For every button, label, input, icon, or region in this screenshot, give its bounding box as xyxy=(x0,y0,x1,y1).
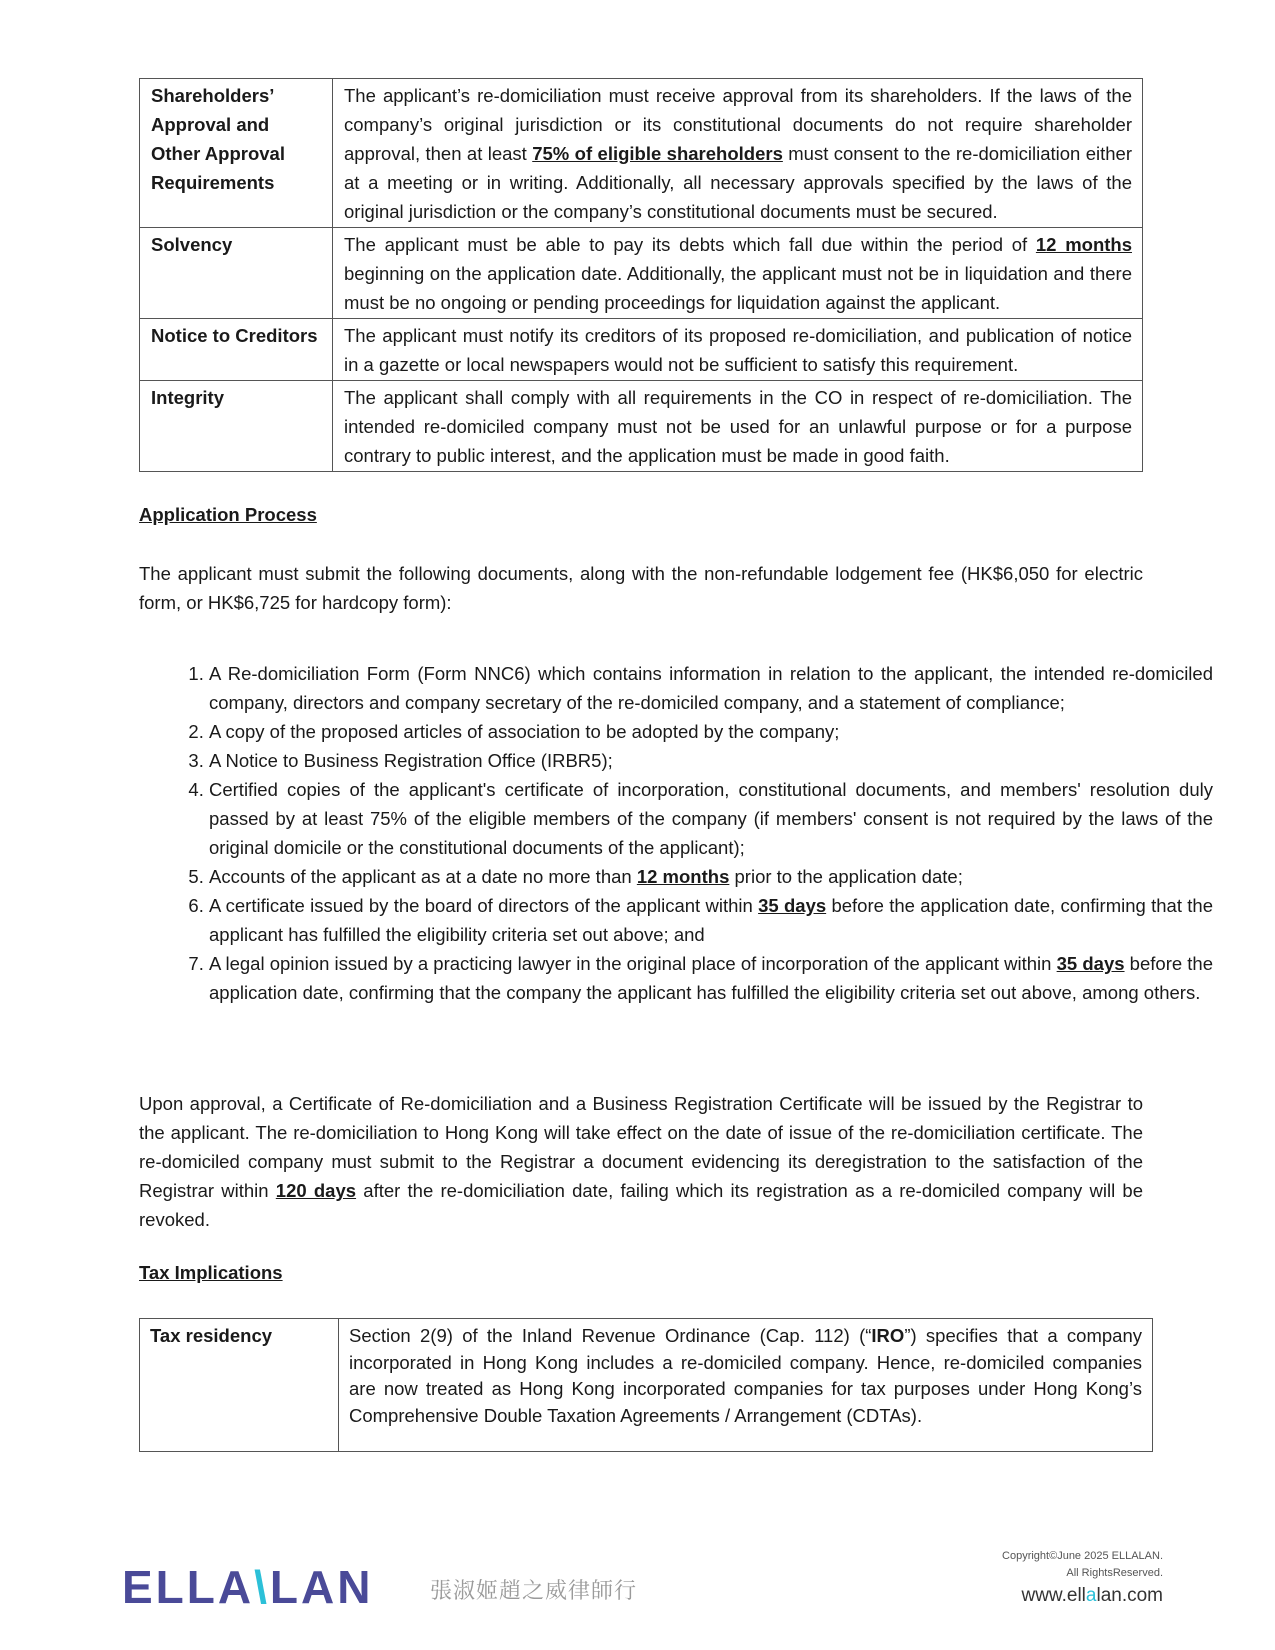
text-segment: prior to the application date; xyxy=(729,866,963,887)
intro-paragraph: The applicant must submit the following documents, along with the non-refundable lodgement fee (HK$6,050 for electric form, or HK$6,725 for hardcopy form): xyxy=(139,563,1143,613)
requirements-table xyxy=(139,78,1143,472)
website-text: www.ell xyxy=(1021,1585,1086,1606)
list-item: 2. A copy of the proposed articles of association to be adopted by the company; xyxy=(209,717,1213,746)
table-row xyxy=(140,319,1143,381)
text-segment: The applicant must be able to pay its debts which fall due within the period of xyxy=(344,234,1036,255)
row-text: The applicant must notify its creditors of its proposed re-domiciliation, and publication of notice in a gazette or local newspapers would not be sufficient to satisfy this requirement. xyxy=(333,319,1143,381)
emphasis: 35 days xyxy=(758,895,827,916)
website-accent: a xyxy=(1085,1585,1097,1606)
website-link[interactable] xyxy=(1021,1585,1163,1607)
table-row xyxy=(140,1319,1153,1452)
copyright-notice xyxy=(1002,1548,1163,1582)
text-segment: before the application date, confirming that the company the applicant has fulfilled the eligibility criteria set out above, among others. xyxy=(209,953,1214,1003)
list-item: 4. Certified copies of the applicant's certificate of incorporation, constitutional documents, and members' resolution duly passed by at least 75% of the eligible members of the company (if members' consent is not required by the laws of the original domicile or the constitutional documents of the applicant); xyxy=(209,775,1213,862)
text-segment: beginning on the application date. Additionally, the applicant must not be in liquidation and there must be no ongoing or pending proceedings for liquidation against the applicant. xyxy=(344,263,1132,313)
tax-table xyxy=(139,1318,1153,1452)
row-label: Solvency xyxy=(140,228,333,319)
text-segment: Section 2(9) of the Inland Revenue Ordinance (Cap. 112) (“ xyxy=(349,1325,872,1346)
copyright-line: Copyright©June 2025 ELLALAN. xyxy=(1002,1550,1163,1562)
emphasis: IRO xyxy=(871,1325,905,1346)
row-text xyxy=(339,1319,1153,1452)
emphasis: 35 days xyxy=(1056,953,1125,974)
list-item xyxy=(209,949,1213,1007)
text-segment: must consent to the re-domiciliation either at a meeting or in writing. Additionally, all necessary approvals specified by the laws of the original jurisdiction or the company’s constitutional documents must be secured. xyxy=(344,143,1132,222)
documents-list xyxy=(139,659,1213,1007)
text-segment: A legal opinion issued by a practicing lawyer in the original place of incorporation of the applicant within xyxy=(209,953,1057,974)
emphasis: 75% of eligible shareholders xyxy=(532,143,783,164)
list-item: 3. A Notice to Business Registration Office (IRBR5); xyxy=(209,746,1213,775)
row-label: Shareholders’ Approval and Other Approval Requirements xyxy=(140,79,333,228)
text-segment: Accounts of the applicant as at a date no more than xyxy=(209,866,637,887)
company-logo xyxy=(122,1560,373,1614)
row-text xyxy=(333,228,1143,319)
text-segment: before the application date, confirming that the applicant has fulfilled the eligibility criteria set out above; and xyxy=(209,895,1213,945)
table-row xyxy=(140,79,1143,228)
row-label: Integrity xyxy=(140,381,333,472)
row-label: Notice to Creditors xyxy=(140,319,333,381)
list-item: 1. A Re-domiciliation Form (Form NNC6) which contains information in relation to the applicant, the intended re-domiciled company, directors and company secretary of the re-domiciled company, and a statement of compliance; xyxy=(209,659,1213,717)
copyright-line: All RightsReserved. xyxy=(1066,1567,1163,1579)
text-segment: ”) specifies that a company incorporated in Hong Kong includes a re-domiciled company. Hence, re-domiciled companies are now treated as Hong Kong incorporated companies for tax purposes under Hong Kong’s Comprehensive Double Taxation Agreements / Arrangement (CDTAs). xyxy=(349,1325,1142,1426)
list-item xyxy=(209,891,1213,949)
emphasis: 12 months xyxy=(1035,234,1132,255)
row-text xyxy=(333,79,1143,228)
table-row xyxy=(140,228,1143,319)
section-heading: Application Process xyxy=(139,504,317,525)
closing-paragraph xyxy=(139,1089,1143,1234)
logo-text: LAN xyxy=(269,1561,374,1613)
emphasis: 12 months xyxy=(636,866,730,887)
row-text: The applicant shall comply with all requirements in the CO in respect of re-domiciliation. The intended re-domiciled company must not be used for an unlawful purpose or for a purpose contrary to public interest, and the application must be made in good faith. xyxy=(333,381,1143,472)
logo-accent: \ xyxy=(254,1561,270,1613)
logo-text: ELLA xyxy=(122,1561,255,1613)
text-segment: Upon approval, a Certificate of Re-domiciliation and a Business Registration Certificate will be issued by the Registrar to the applicant. The re-domiciliation to Hong Kong will take effect on the date of issue of the re-domiciliation certificate. The re-domiciled company must submit to the Registrar a document evidencing its deregistration to the satisfaction of the Registrar within xyxy=(139,1093,1143,1201)
emphasis: 120 days xyxy=(275,1180,357,1201)
text-segment: A certificate issued by the board of directors of the applicant within xyxy=(209,895,759,916)
text-segment: The applicant’s re-domiciliation must receive approval from its shareholders. If the laws of the company’s original jurisdiction or its constitutional documents do not require shareholder approval, then at least xyxy=(344,85,1132,164)
list-item xyxy=(209,862,1213,891)
chinese-firm-name: 張淑姬趙之威律師行 xyxy=(430,1578,638,1603)
section-heading: Tax Implications xyxy=(139,1262,283,1283)
table-row xyxy=(140,381,1143,472)
website-text: lan.com xyxy=(1096,1585,1163,1606)
text-segment: after the re-domiciliation date, failing which its registration as a re-domiciled company will be revoked. xyxy=(139,1180,1143,1230)
row-label: Tax residency xyxy=(140,1319,339,1452)
